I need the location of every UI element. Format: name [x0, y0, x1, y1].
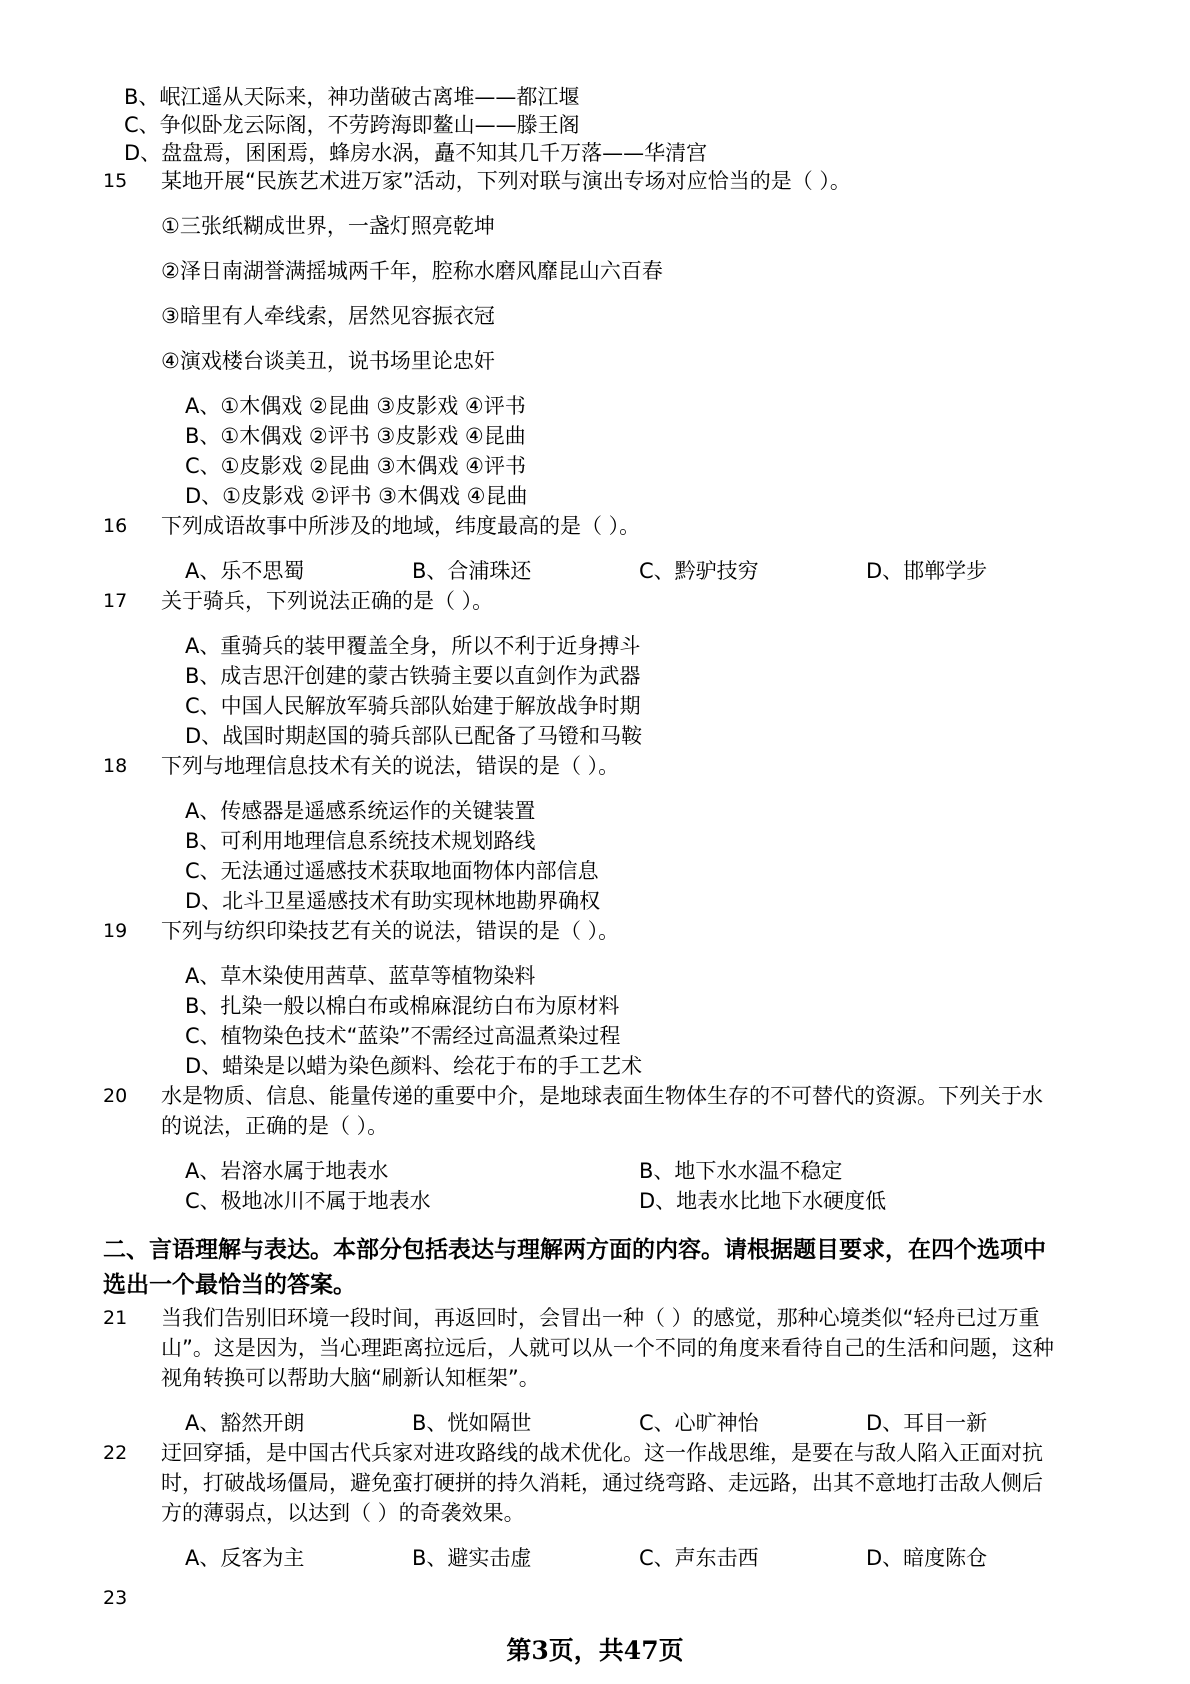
q20-number: 20 — [103, 1085, 128, 1107]
q21-stem-line-2: 山”。这是因为，当心理距离拉远后，人就可以从一个不同的角度来看待自己的生活和问题，这种 — [161, 1336, 1054, 1360]
q14-option-c: C、争似卧龙云际阁，不劳跨海即鳌山——滕王阁 — [124, 113, 580, 137]
q15-number: 15 — [103, 170, 128, 192]
q18-number: 18 — [103, 755, 128, 777]
q21-number: 21 — [103, 1307, 128, 1329]
q18-option-a: A、传感器是遥感系统运作的关键装置 — [185, 799, 536, 823]
q22-option-d: D、暗度陈仓 — [866, 1546, 988, 1570]
q14-option-b: B、岷江遥从天际来，神功凿破古离堆——都江堰 — [124, 85, 580, 109]
q23-number: 23 — [103, 1587, 128, 1609]
q20-option-a: A、岩溶水属于地表水 — [185, 1159, 389, 1183]
q22-stem-line-2: 时，打破战场僵局，避免蛮打硬拼的持久消耗，通过绕弯路、走远路，出其不意地打击敌人侧后 — [161, 1471, 1043, 1495]
q20-stem-line-2: 的说法，正确的是（ ）。 — [161, 1114, 389, 1138]
q15-option-a: A、①木偶戏 ②昆曲 ③皮影戏 ④评书 — [185, 394, 526, 418]
q22-stem-line-1: 迂回穿插，是中国古代兵家对进攻路线的战术优化。这一作战思维，是要在与敌人陷入正面对抗 — [161, 1441, 1043, 1465]
q21-option-d: D、耳目一新 — [866, 1411, 988, 1435]
q18-option-c: C、无法通过遥感技术获取地面物体内部信息 — [185, 859, 599, 883]
q18-stem: 下列与地理信息技术有关的说法，错误的是（ ）。 — [161, 754, 620, 778]
q18-option-b: B、可利用地理信息系统技术规划路线 — [185, 829, 536, 853]
q15-item-4: ④演戏楼台谈美丑，说书场里论忠奸 — [161, 349, 495, 373]
q21-option-c: C、心旷神怡 — [639, 1411, 759, 1435]
q16-option-d: D、邯郸学步 — [866, 559, 988, 583]
q19-option-b: B、扎染一般以棉白布或棉麻混纺白布为原材料 — [185, 994, 620, 1018]
q15-option-c: C、①皮影戏 ②昆曲 ③木偶戏 ④评书 — [185, 454, 526, 478]
q17-number: 17 — [103, 590, 128, 612]
q17-option-c: C、中国人民解放军骑兵部队始建于解放战争时期 — [185, 694, 641, 718]
q15-item-2: ②泽日南湖誉满摇城两千年，腔称水磨风靡昆山六百春 — [161, 259, 663, 283]
section-heading-line-2: 选出一个最恰当的答案。 — [103, 1272, 356, 1298]
q15-item-1: ①三张纸糊成世界，一盏灯照亮乾坤 — [161, 214, 495, 238]
section-heading-line-1: 二、言语理解与表达。本部分包括表达与理解两方面的内容。请根据题目要求，在四个选项中 — [103, 1237, 1046, 1263]
q15-option-d: D、①皮影戏 ②评书 ③木偶戏 ④昆曲 — [185, 484, 528, 508]
page-footer: 第3页，共47页 — [506, 1636, 684, 1665]
q16-option-a: A、乐不思蜀 — [185, 559, 305, 583]
q17-stem: 关于骑兵，下列说法正确的是（ ）。 — [161, 589, 494, 613]
q19-number: 19 — [103, 920, 128, 942]
q15-stem: 某地开展“民族艺术进万家”活动，下列对联与演出专场对应恰当的是（ ）。 — [161, 169, 851, 193]
q21-option-a: A、豁然开朗 — [185, 1411, 305, 1435]
q20-option-d: D、地表水比地下水硬度低 — [639, 1189, 887, 1213]
q22-option-b: B、避实击虚 — [412, 1546, 532, 1570]
q19-stem: 下列与纺织印染技艺有关的说法，错误的是（ ）。 — [161, 919, 620, 943]
q21-stem-line-3: 视角转换可以帮助大脑“刷新认知框架”。 — [161, 1366, 540, 1390]
q15-option-b: B、①木偶戏 ②评书 ③皮影戏 ④昆曲 — [185, 424, 526, 448]
q20-option-c: C、极地冰川不属于地表水 — [185, 1189, 431, 1213]
q18-option-d: D、北斗卫星遥感技术有助实现林地勘界确权 — [185, 889, 601, 913]
q19-option-c: C、植物染色技术“蓝染”不需经过高温煮染过程 — [185, 1024, 621, 1048]
q22-option-c: C、声东击西 — [639, 1546, 759, 1570]
q17-option-d: D、战国时期赵国的骑兵部队已配备了马镫和马鞍 — [185, 724, 643, 748]
q16-stem: 下列成语故事中所涉及的地域，纬度最高的是（ ）。 — [161, 514, 641, 538]
q16-number: 16 — [103, 515, 128, 537]
q22-stem-line-3: 方的薄弱点，以达到（ ）的奇袭效果。 — [161, 1501, 525, 1525]
q20-stem-line-1: 水是物质、信息、能量传递的重要中介，是地球表面生物体生存的不可替代的资源。下列关于水 — [161, 1084, 1043, 1108]
q19-option-d: D、蜡染是以蜡为染色颜料、绘花于布的手工艺术 — [185, 1054, 643, 1078]
q20-option-b: B、地下水水温不稳定 — [639, 1159, 843, 1183]
q17-option-b: B、成吉思汗创建的蒙古铁骑主要以直剑作为武器 — [185, 664, 641, 688]
q16-option-b: B、合浦珠还 — [412, 559, 532, 583]
q21-stem-line-1: 当我们告别旧环境一段时间，再返回时，会冒出一种（ ）的感觉，那种心境类似“轻舟已过万重 — [161, 1306, 1040, 1330]
q17-option-a: A、重骑兵的装甲覆盖全身，所以不利于近身搏斗 — [185, 634, 641, 658]
q14-option-d: D、盘盘焉，囷囷焉，蜂房水涡，矗不知其几千万落——华清宫 — [124, 141, 708, 165]
q19-option-a: A、草木染使用茜草、蓝草等植物染料 — [185, 964, 536, 988]
q16-option-c: C、黔驴技穷 — [639, 559, 759, 583]
q21-option-b: B、恍如隔世 — [412, 1411, 532, 1435]
q15-item-3: ③暗里有人牵线索，居然见容振衣冠 — [161, 304, 495, 328]
q22-number: 22 — [103, 1442, 128, 1464]
q22-option-a: A、反客为主 — [185, 1546, 305, 1570]
